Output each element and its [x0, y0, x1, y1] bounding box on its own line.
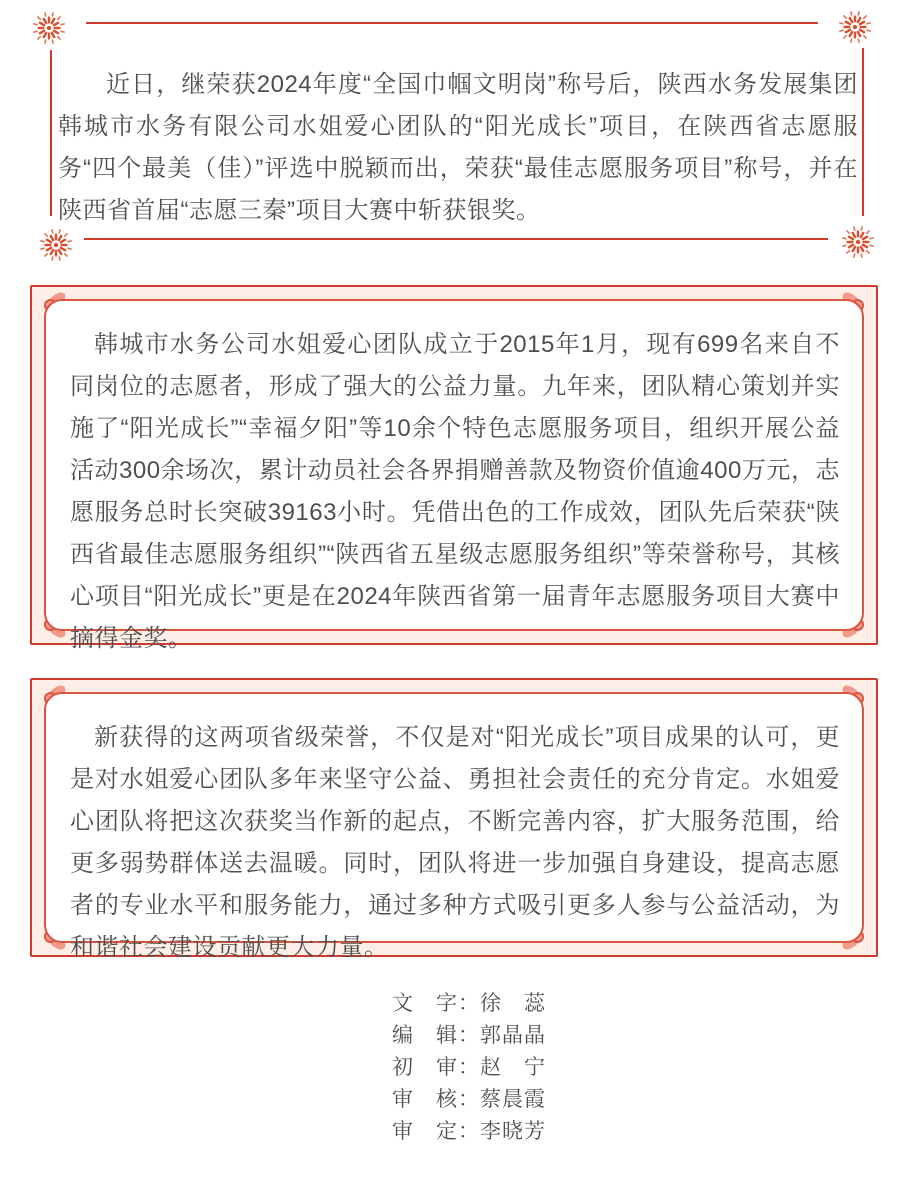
corner-scallop-icon [44, 930, 57, 943]
team-history-card [30, 285, 878, 652]
corner-scallop-icon [851, 299, 864, 312]
intro-paragraph: 近日，继荣获2024年度“全国巾帼文明岗”称号后，陕西水务发展集团韩城市水务有限公司水姐爱心团队的“阳光成长”项目，在陕西省志愿服务“四个最美（佳）”评选中脱颖而出，荣获“最佳志愿服务项目”称号，并在陕西省首届“志愿三秦”项目大赛中斩获银奖。 [58, 71, 858, 224]
card-inner-border [44, 692, 864, 961]
corner-scallop-icon [44, 299, 57, 312]
corner-scallop-icon [851, 692, 864, 705]
credit-line-writer: 文 字：徐 蕊 [392, 992, 546, 1015]
corner-scallop-icon [44, 618, 57, 631]
credit-line-editor: 编 辑：郭晶晶 [392, 1024, 546, 1047]
credit-line-approval: 审 定：李晓芳 [392, 1120, 546, 1143]
corner-scallop-icon [851, 930, 864, 943]
team-history-paragraph: 韩城市水务公司水姐爱心团队成立于2015年1月，现有699名来自不同岗位的志愿者，形成了强大的公益力量。九年来，团队精心策划并实施了“阳光成长”“幸福夕阳”等10余个特色志愿服务项目，组织开展公益活动300余场次，累计动员社会各界捐赠善款及物资价值逾400万元，志愿服务总时长突破39163小时。凭借出色的工作成效，团队先后荣获“陕西省最佳志愿服务组织”“陕西省五星级志愿服务组织”等荣誉称号，其核心项目“阳光成长”更是在2024年陕西省第一届青年志愿服务项目大赛中摘得金奖。 [70, 331, 840, 652]
corner-scallop-icon [44, 692, 57, 705]
bottom-rule [84, 238, 828, 240]
right-rule [862, 48, 864, 216]
card-inner-border [44, 299, 864, 652]
credits-block [392, 988, 546, 1148]
firework-burst-icon [30, 9, 68, 47]
credit-line-review: 审 核：蔡晨霞 [392, 1088, 546, 1111]
outlook-card [30, 678, 878, 961]
firework-burst-icon [836, 8, 874, 46]
corner-scallop-icon [851, 618, 864, 631]
credit-line-first-review: 初 审：赵 宁 [392, 1056, 546, 1079]
outlook-paragraph: 新获得的这两项省级荣誉，不仅是对“阳光成长”项目成果的认可，更是对水姐爱心团队多年来坚守公益、勇担社会责任的充分肯定。水姐爱心团队将把这次获奖当作新的起点，不断完善内容，扩大服务范围，给更多弱势群体送去温暖。同时，团队将进一步加强自身建设，提高志愿者的专业水平和服务能力，通过多种方式吸引更多人参与公益活动，为和谐社会建设贡献更大力量。 [70, 724, 840, 961]
top-rule [86, 22, 818, 24]
left-rule [50, 50, 52, 216]
